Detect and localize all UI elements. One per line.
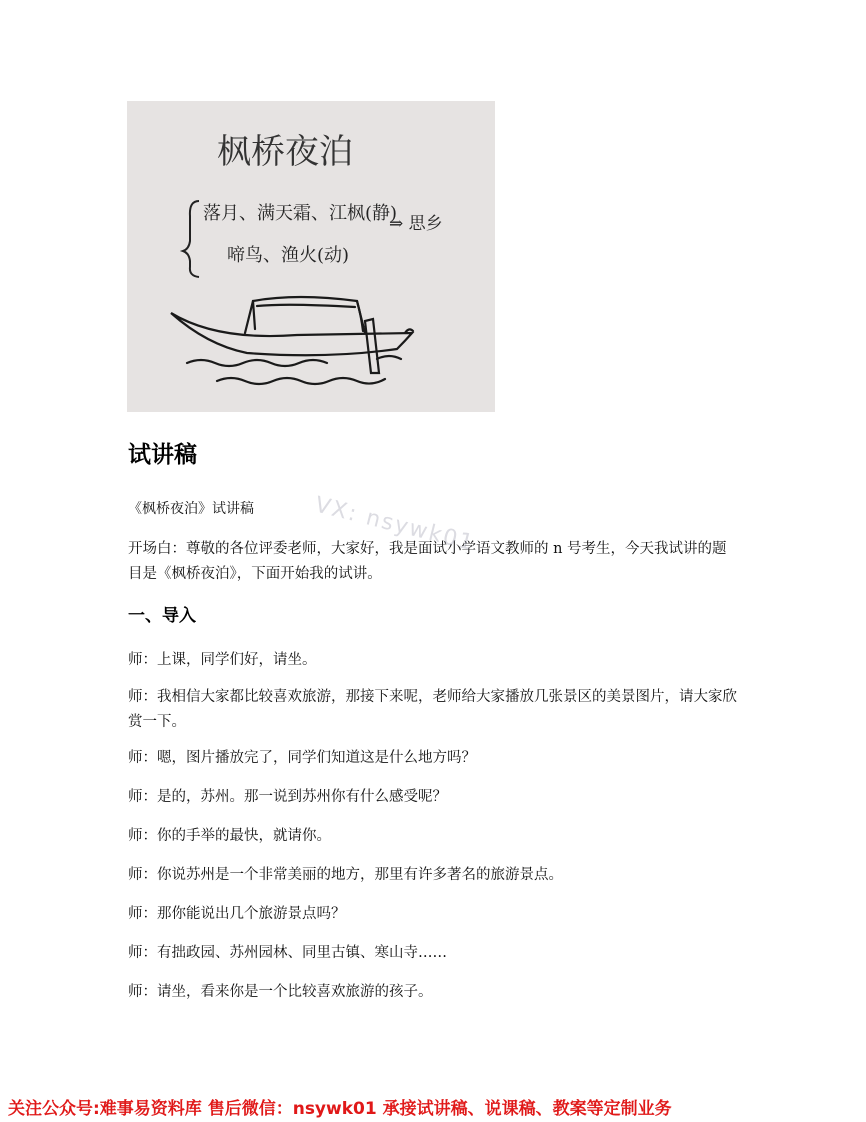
footer-promo-banner: 关注公众号:难事易资料库 售后微信：nsywk01 承接试讲稿、说课稿、教案等定制业务 — [8, 1099, 672, 1119]
dialogue-paragraph: 师：有拙政园、苏州园林、同里古镇、寒山寺…… — [128, 945, 447, 961]
dialogue-paragraph: 师：上课，同学们好，请坐。 — [128, 652, 317, 668]
dialogue-paragraph: 师：请坐，看来你是一个比较喜欢旅游的孩子。 — [128, 984, 433, 1000]
dialogue-paragraph: 师：是的，苏州。那一说到苏州你有什么感受呢？ — [128, 789, 447, 805]
blackboard-sketch-photo — [127, 101, 495, 412]
watermark-text: VX: nsywk01 — [312, 492, 478, 557]
dialogue-paragraph: 师：你说苏州是一个非常美丽的地方，那里有许多著名的旅游景点。 — [128, 867, 563, 883]
section-heading-intro: 一、导入 — [128, 606, 196, 626]
sketch-line-1: 落月、满天霜、江枫(静) — [203, 203, 398, 224]
dialogue-paragraph: 师：嗯，图片播放完了，同学们知道这是什么地方吗？ — [128, 750, 476, 766]
document-subtitle: 《枫桥夜泊》试讲稿 — [128, 501, 254, 517]
dialogue-paragraph: 师：我相信大家都比较喜欢旅游，那接下来呢，老师给大家播放几张景区的美景图片，请大家欣赏一下。 — [128, 689, 737, 730]
opening-paragraph: 开场白：尊敬的各位评委老师，大家好，我是面试小学语文教师的 n 号考生，今天我试讲的题目是《枫桥夜泊》，下面开始我的试讲。 — [128, 541, 727, 582]
sketch-title: 枫桥夜泊 — [217, 132, 353, 172]
sketch-line-2: 啼鸟、渔火(动) — [227, 245, 350, 266]
page-title: 试讲稿 — [128, 442, 197, 468]
dialogue-paragraph: 师：你的手举的最快，就请你。 — [128, 828, 331, 844]
dialogue-paragraph: 师：那你能说出几个旅游景点吗？ — [128, 906, 346, 922]
sketch-arrow-note: ⇒ 思乡 — [389, 214, 443, 234]
